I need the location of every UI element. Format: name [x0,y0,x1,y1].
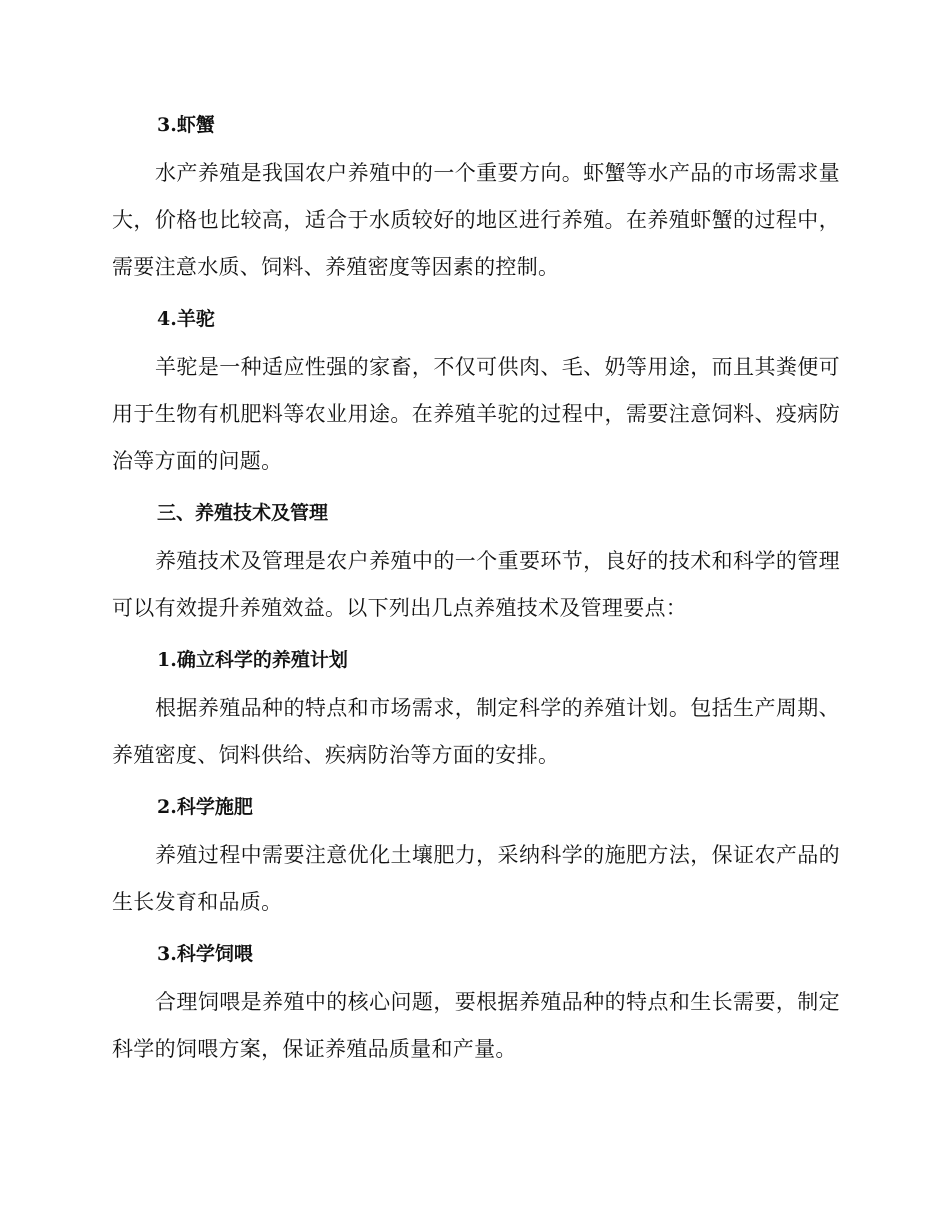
section-heading-alpaca: 4.羊驼 [157,308,215,330]
section-heading-fertilization: 2.科学施肥 [157,796,253,818]
section-paragraph-breeding-plan: 根据养殖品种的特点和市场需求，制定科学的养殖计划。包括生产周期、养殖密度、饲料供给、疾病防治等方面的安排。 [112,696,840,767]
section-paragraph-shrimp-crab: 水产养殖是我国农户养殖中的一个重要方向。虾蟹等水产品的市场需求量大，价格也比较高，适合于水质较好的地区进行养殖。在养殖虾蟹的过程中，需要注意水质、饲料、养殖密度等因素的控制。 [112,161,840,279]
section-paragraph-alpaca: 羊驼是一种适应性强的家畜，不仅可供肉、毛、奶等用途，而且其粪便可用于生物有机肥料等农业用途。在养殖羊驼的过程中，需要注意饲料、疫病防治等方面的问题。 [112,355,840,473]
section-heading-feeding: 3.科学饲喂 [157,943,253,965]
section-heading-techniques-management: 三、养殖技术及管理 [157,502,329,524]
section-paragraph-fertilization: 养殖过程中需要注意优化土壤肥力，采纳科学的施肥方法，保证农产品的生长发育和品质。 [112,843,840,914]
section-heading-breeding-plan: 1.确立科学的养殖计划 [157,649,348,671]
section-paragraph-feeding: 合理饲喂是养殖中的核心问题，要根据养殖品种的特点和生长需要，制定科学的饲喂方案，保证养殖品质量和产量。 [112,990,840,1061]
section-paragraph-techniques-management: 养殖技术及管理是农户养殖中的一个重要环节，良好的技术和科学的管理可以有效提升养殖效益。以下列出几点养殖技术及管理要点： [112,549,840,620]
section-heading-shrimp-crab: 3.虾蟹 [157,114,215,136]
